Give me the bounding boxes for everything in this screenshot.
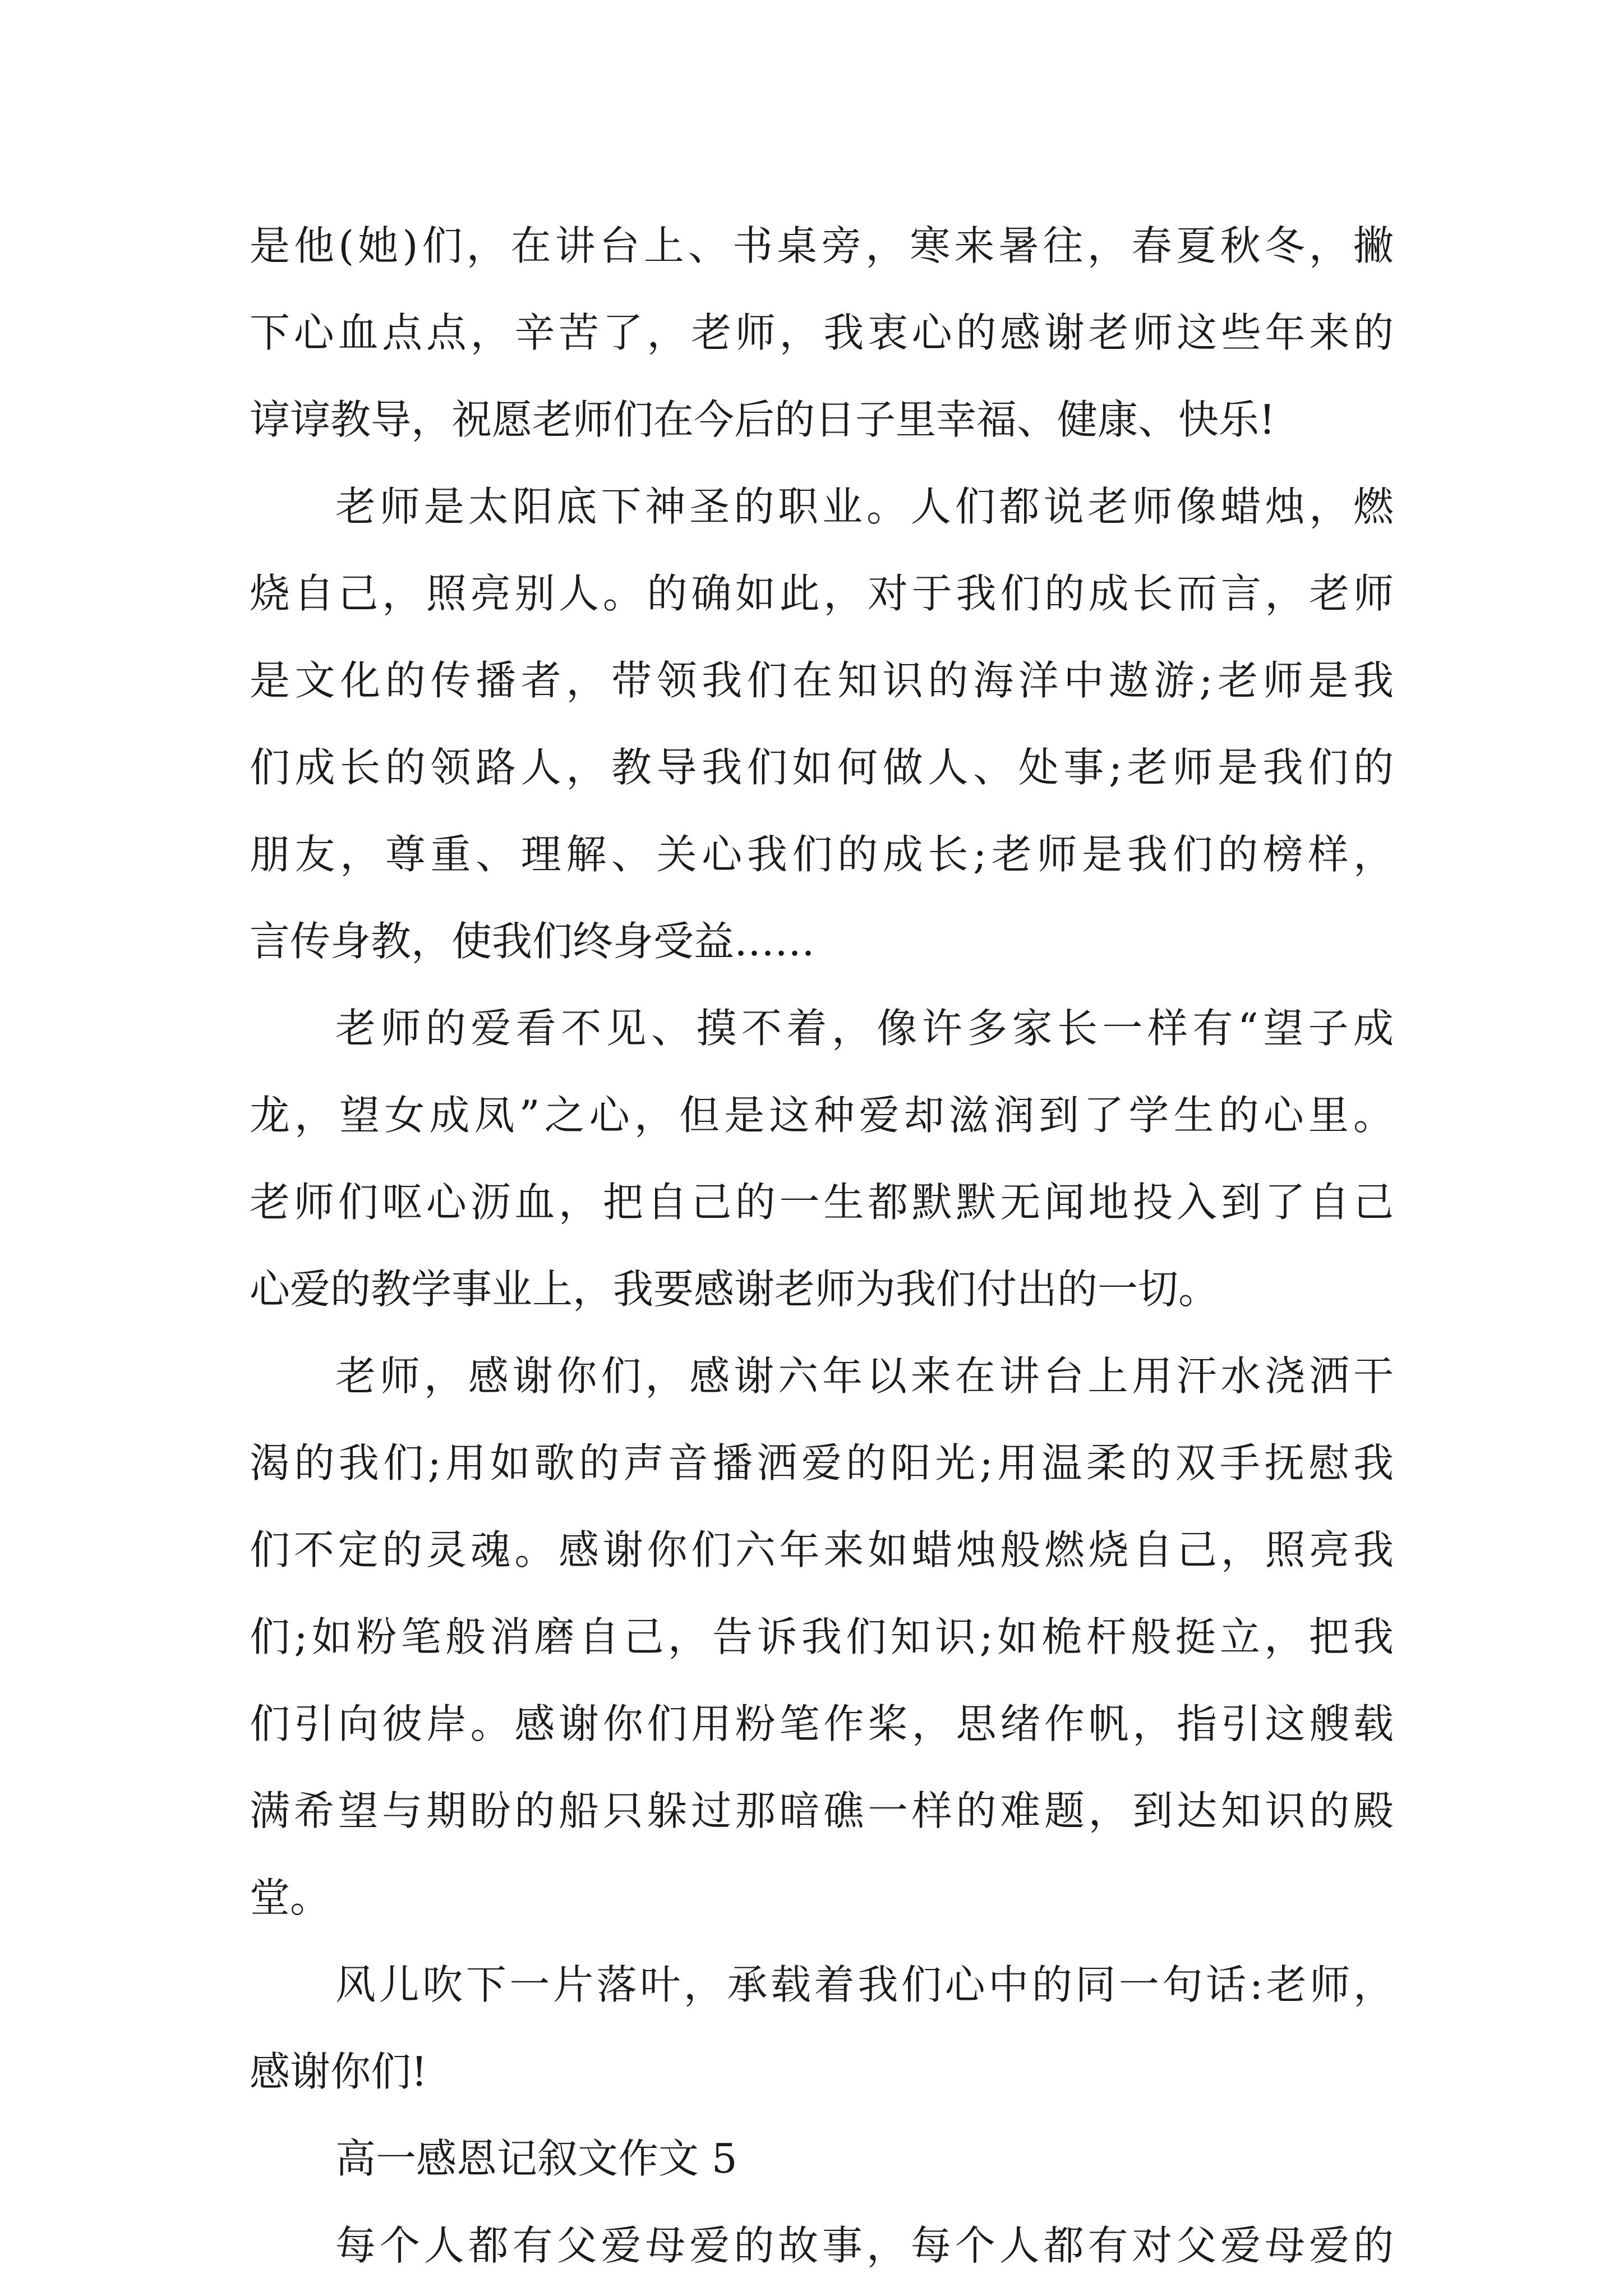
text-line: 是文化的传播者，带领我们在知识的海洋中遨游;老师是我 <box>250 657 1394 704</box>
section-heading: 高一感恩记叙文作文 5 <box>335 2135 737 2182</box>
text-line: 们引向彼岸。感谢你们用粉笔作桨，思绪作帆，指引这艘载 <box>250 1700 1394 1747</box>
text-line: 风儿吹下一片落叶，承载着我们心中的同一句话:老师， <box>335 1961 1394 2008</box>
text-line: 老师的爱看不见、摸不着，像许多家长一样有“望子成 <box>335 1005 1394 1052</box>
text-line: 言传身教，使我们终身受益…… <box>250 918 815 965</box>
text-line: 烧自己，照亮别人。的确如此，对于我们的成长而言，老师 <box>250 570 1394 617</box>
text-line: 朋友，尊重、理解、关心我们的成长;老师是我们的榜样， <box>250 831 1394 878</box>
text-line: 是他(她)们，在讲台上、书桌旁，寒来暑往，春夏秋冬，撇 <box>250 222 1394 269</box>
text-line: 老师是太阳底下神圣的职业。人们都说老师像蜡烛，燃 <box>335 483 1394 530</box>
text-line: 龙，望女成凤”之心，但是这种爱却滋润到了学生的心里。 <box>250 1092 1394 1139</box>
text-line: 渴的我们;用如歌的声音播洒爱的阳光;用温柔的双手抚慰我 <box>250 1439 1394 1487</box>
text-line: 感谢你们! <box>250 2048 427 2095</box>
text-line: 们不定的灵魂。感谢你们六年来如蜡烛般燃烧自己，照亮我 <box>250 1526 1394 1573</box>
text-line: 心爱的教学事业上，我要感谢老师为我们付出的一切。 <box>250 1266 1219 1313</box>
text-line: 们;如粉笔般消磨自己，告诉我们知识;如桅杆般挺立，把我 <box>250 1613 1394 1660</box>
text-line: 们成长的领路人，教导我们如何做人、处事;老师是我们的 <box>250 744 1394 791</box>
text-line: 老师，感谢你们，感谢六年以来在讲台上用汗水浇洒干 <box>335 1352 1394 1400</box>
text-line: 满希望与期盼的船只躲过那暗礁一样的难题，到达知识的殿 <box>250 1787 1394 1834</box>
text-line: 堂。 <box>250 1874 331 1921</box>
text-line: 每个人都有父爱母爱的故事，每个人都有对父爱母爱的 <box>335 2222 1394 2269</box>
text-line: 谆谆教导，祝愿老师们在今后的日子里幸福、健康、快乐! <box>250 396 1275 443</box>
text-line: 下心血点点，辛苦了，老师，我衷心的感谢老师这些年来的 <box>250 309 1394 356</box>
text-line: 老师们呕心沥血，把自己的一生都默默无闻地投入到了自己 <box>250 1179 1394 1226</box>
